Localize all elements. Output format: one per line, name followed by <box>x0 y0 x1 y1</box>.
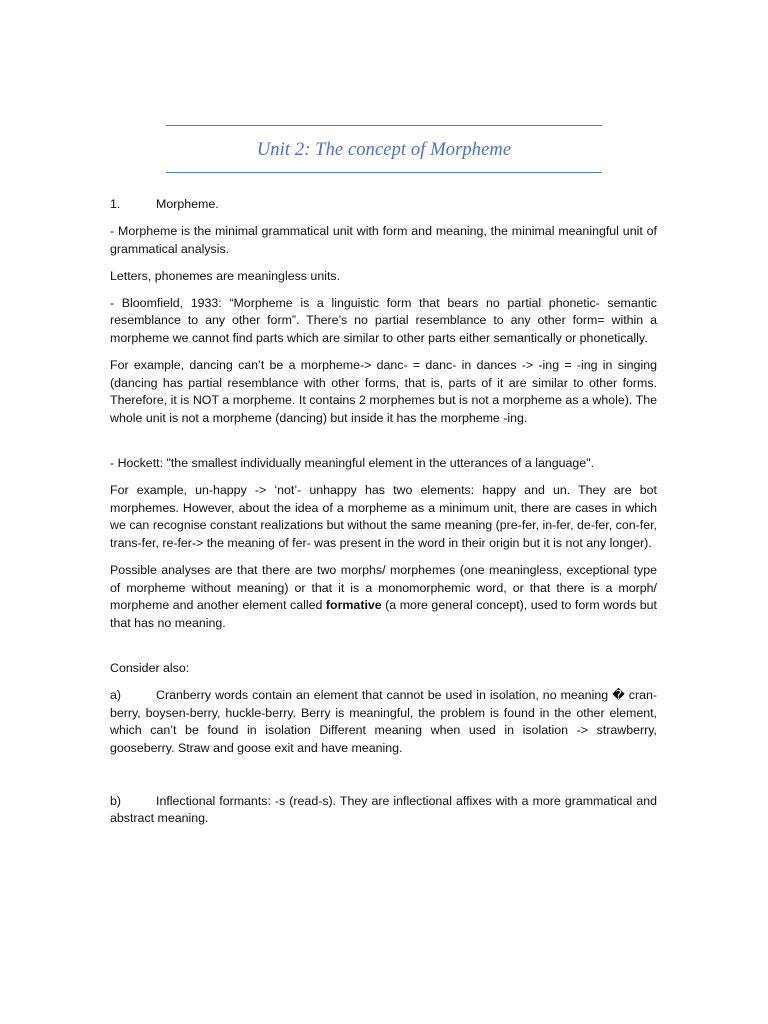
section-heading <box>110 196 657 214</box>
document-title: Unit 2: The concept of Morpheme <box>256 140 512 160</box>
list-item-label: b) <box>110 793 122 808</box>
title-bottom-rule <box>166 172 602 173</box>
paragraph-unhappy-example: For example, un-happy -> ‘not’- unhappy has two elements: happy and un. They are bot morphemes. However, about the idea of a morpheme as a minimum unit, there are cases in which we can recognise constant realizations but without the same meaning (pre-fer, in-fer, de-fer, con-fer, trans-fer, re-fer-> the meaning of fer- was present in the word in their origin but it is not any longer). <box>110 483 657 550</box>
list-item-a <box>110 687 657 757</box>
document-body <box>110 196 657 838</box>
formative-term: formative <box>325 598 382 613</box>
title-top-rule <box>166 125 602 126</box>
paragraph-bloomfield: - Bloomfield, 1933: “Morpheme is a linguistic form that bears no partial phonetic- semantic resemblance to any other form”. There’s no partial resemblance to any other form= within a morpheme we cannot find parts which are similar to other parts either semantically or phonetically. <box>110 295 657 346</box>
paragraph-hockett: - Hockett: "the smallest individually meaningful element in the utterances of a language". <box>110 456 595 471</box>
list-item-label: a) <box>110 687 122 702</box>
section-number: 1. <box>110 197 121 211</box>
analyses-text-before: Possible analyses are that there are two morphs/ morphemes (one meaningless, exceptional type of morpheme without meaning) or that it is a monomorphemic word, or that there is a morph/ morpheme and another element called <box>110 563 657 613</box>
paragraph-possible-analyses <box>110 562 657 632</box>
section-title: Morpheme. <box>156 197 219 211</box>
paragraph-letters: Letters, phonemes are meaningless units. <box>110 268 341 283</box>
list-item-text: Inflectional formants: -s (read-s). They are inflectional affixes with a more grammatical and abstract meaning. <box>110 793 657 826</box>
list-item-text: Cranberry words contain an element that cannot be used in isolation, no meaning � cran-berry, boysen-berry, huckle-berry. Berry is meaningful, the problem is found in the other element, which can’t be found in isolation Different meaning when used in isolation -> strawberry, gooseberry. Straw and goose exit and have meaning. <box>110 687 657 755</box>
analyses-text-after: (a more general concept), used to form words but that has no meaning. <box>110 598 657 630</box>
paragraph-dancing-example: For example, dancing can’t be a morpheme-> danc- = danc- in dances -> -ing = -ing in singing (dancing has partial resemblance with other forms, that is, parts of it are similar to other forms. Therefore, it is NOT a morpheme. It contains 2 morphemes but is not a morpheme as a whole). The whole unit is not a morpheme (dancing) but inside it has the morpheme -ing. <box>110 358 657 425</box>
title-block <box>166 125 602 173</box>
paragraph-definition: - Morpheme is the minimal grammatical unit with form and meaning, the minimal meaningful unit of grammatical analysis. <box>110 224 657 256</box>
paragraph-consider-also: Consider also: <box>110 660 190 675</box>
list-item-b <box>110 793 657 828</box>
